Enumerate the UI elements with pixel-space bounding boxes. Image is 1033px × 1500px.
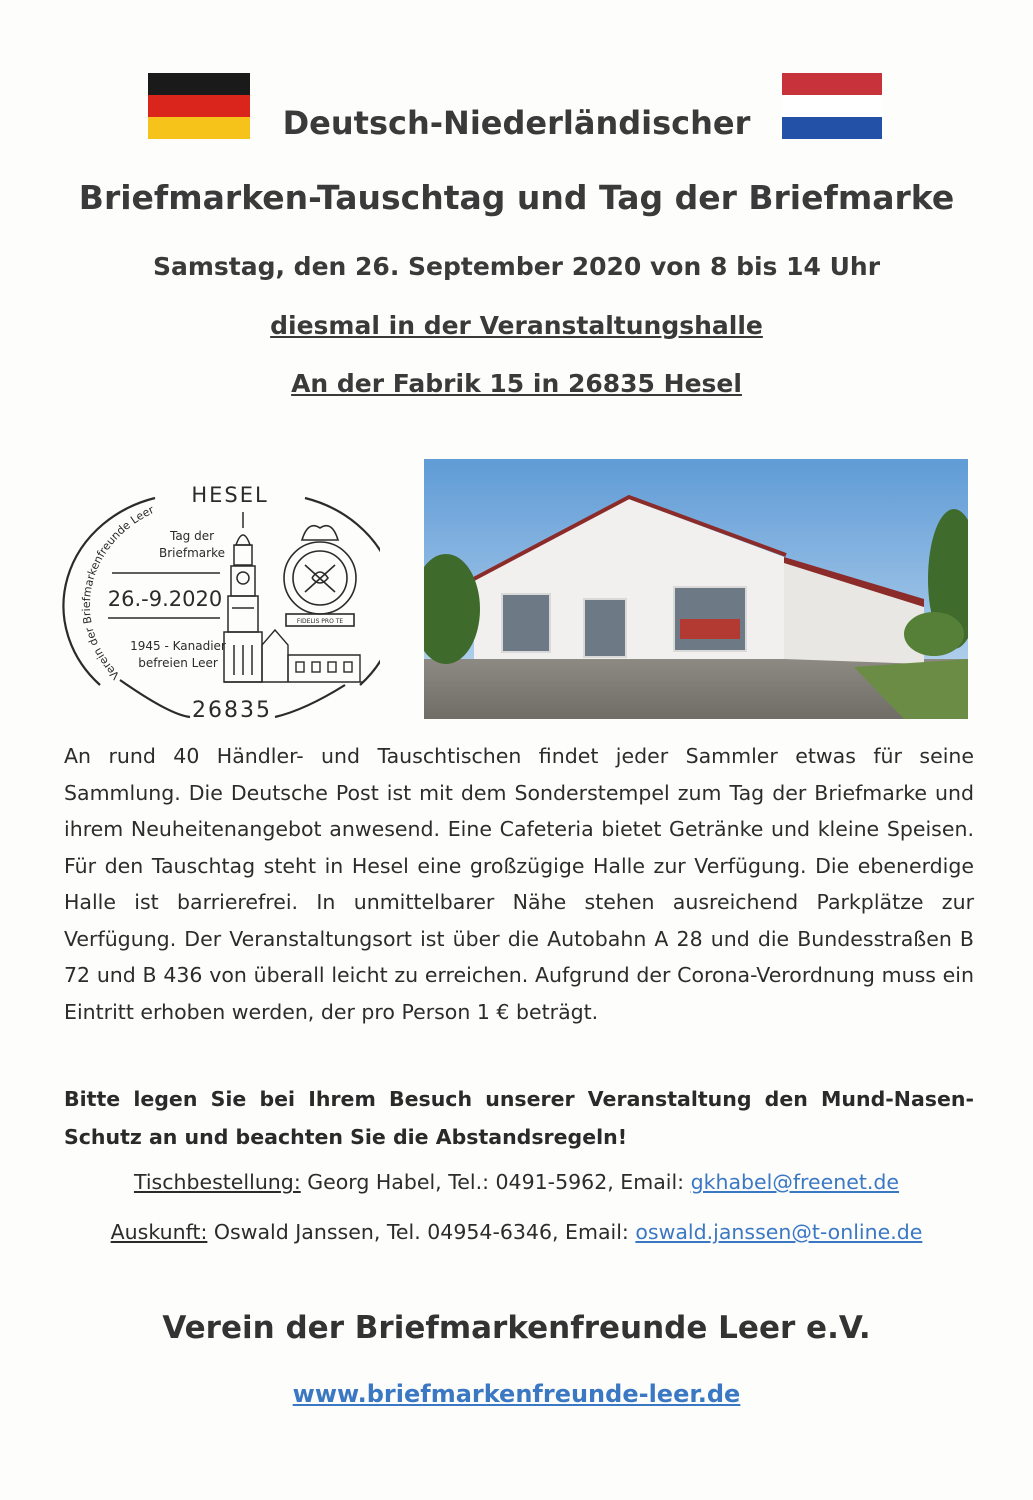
website-link[interactable]: www.briefmarkenfreunde-leer.de <box>292 1380 741 1408</box>
event-date: Samstag, den 26. September 2020 von 8 bis 14 Uhr <box>152 252 881 281</box>
military-crest-icon <box>284 526 356 626</box>
postmark-stamp <box>60 470 380 730</box>
title-line-2: Briefmarken-Tauschtag und Tag der Briefmarke <box>78 178 955 217</box>
stamp-motto-line-1: 1945 - Kanadier <box>130 639 226 653</box>
crest-banner-text: FIDELIS PRO TE <box>296 618 344 625</box>
mask-notice: Bitte legen Sie bei Ihrem Besuch unserer Veranstaltung den Mund-Nasen-Schutz an und beachten Sie die Abstandsregeln! <box>64 1087 974 1149</box>
stamp-event-line-1: Tag der <box>169 529 215 543</box>
town-hall-tower-icon <box>224 512 262 682</box>
event-hall-photo <box>424 459 968 719</box>
info-label: Auskunft: <box>110 1220 208 1244</box>
title-line-1: Deutsch-Niederländischer <box>282 104 751 142</box>
stamp-postcode: 26835 <box>192 698 272 723</box>
stamp-town: HESEL <box>191 483 269 507</box>
stamp-date: 26.-9.2020 <box>107 587 223 611</box>
table-booking-contact <box>0 1170 1033 1194</box>
venue-line: diesmal in der Veranstaltungshalle <box>270 311 763 340</box>
table-booking-label: Tischbestellung: <box>133 1170 301 1194</box>
stamp-motto-line-2: befreien Leer <box>138 656 218 670</box>
info-text: Oswald Janssen, Tel. 04954-6346, Email: <box>207 1220 636 1244</box>
event-description: An rund 40 Händler- und Tauschtischen findet jeder Sammler etwas für seine Sammlung. Die Deutsche Post ist mit dem Sonderstempel zum Tag der Briefmarke und ihrem Neuheitenangebot anwesend. Eine Cafeteria bietet Getränke und kleine Speisen. Für den Tauschtag steht in Hesel eine großzügige Halle zur Verfügung. Die ebenerdige Halle ist barrierefrei. In unmittelbarer Nähe stehen ausreichend Parkplätze zur Verfügung. Der Veranstaltungsort ist über die Autobahn A 28 und die Bundesstraßen B 72 und B 436 von überall leicht zu erreichen. Aufgrund der Corona-Verordnung muss ein Eintritt erhoben werden, der pro Person 1 € beträgt. <box>64 744 974 1024</box>
info-email-link[interactable]: oswald.janssen@t-online.de <box>635 1220 923 1244</box>
info-contact <box>0 1220 1033 1244</box>
address-line: An der Fabrik 15 in 26835 Hesel <box>291 369 742 398</box>
table-booking-email-link[interactable]: gkhabel@freenet.de <box>690 1170 900 1194</box>
stamp-club-arc: Verein der Briefmarkenfreunde Leer <box>79 503 156 682</box>
table-booking-text: Georg Habel, Tel.: 0491-5962, Email: <box>300 1170 691 1194</box>
club-name: Verein der Briefmarkenfreunde Leer e.V. <box>162 1310 871 1346</box>
town-houses-icon <box>224 630 362 682</box>
stamp-event-line-2: Briefmarke <box>159 546 225 560</box>
